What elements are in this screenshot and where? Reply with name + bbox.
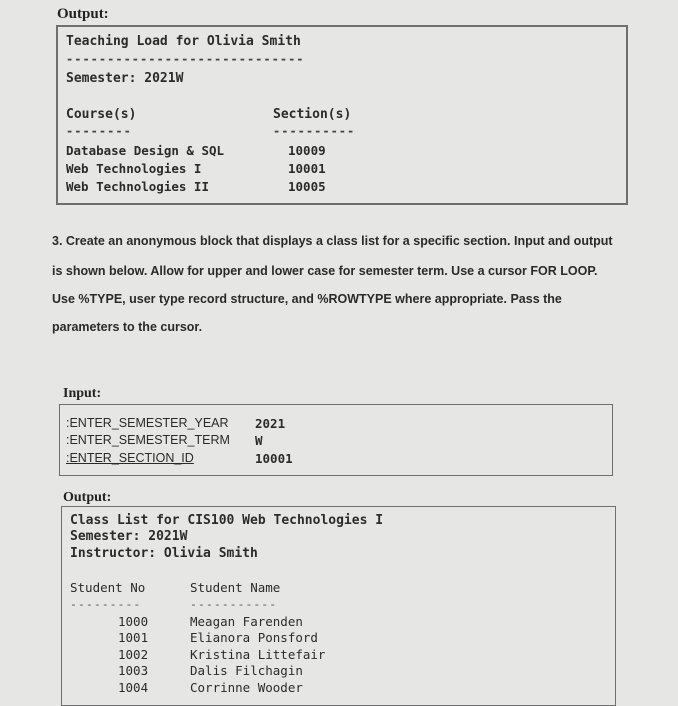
class-list-title: Class List for CIS100 Web Technologies I	[70, 513, 384, 528]
question-line-3: Use %TYPE, user type record structure, and %ROWTYPE where appropriate. Pass the	[52, 292, 562, 306]
output-label: Output:	[63, 490, 112, 505]
student-no: 1002	[118, 647, 149, 662]
section-id: 10005	[288, 179, 326, 194]
course-column-divider: --------	[66, 124, 132, 138]
question-line-2: is shown below. Allow for upper and lower case for semester term. Use a cursor FOR LOOP.	[52, 264, 598, 278]
param-value: 2021	[255, 416, 286, 431]
section-id: 10001	[288, 161, 326, 176]
teaching-load-title: Teaching Load for Olivia Smith	[66, 34, 301, 49]
student-name: Corrinne Wooder	[190, 680, 303, 695]
student-name: Dalis Filchagin	[190, 663, 303, 678]
course-column-header: Course(s)	[66, 107, 137, 122]
param-name: :ENTER_SEMESTER_TERM	[66, 433, 230, 447]
class-list-semester: Semester: 2021W	[70, 529, 188, 544]
student-name: Elianora Ponsford	[190, 630, 318, 645]
student-no-column-header: Student No	[70, 580, 146, 595]
student-name: Meagan Farenden	[190, 614, 303, 629]
section-id: 10009	[288, 143, 326, 158]
semester-text: Semester: 2021W	[66, 71, 184, 86]
section-column-header: Section(s)	[273, 107, 352, 122]
param-value: W	[255, 433, 263, 448]
param-name: :ENTER_SEMESTER_YEAR	[66, 416, 229, 430]
student-name: Kristina Littefair	[190, 647, 326, 662]
question-line-1: 3. Create an anonymous block that displays a class list for a specific section. Input and output	[52, 234, 613, 248]
student-name-column-divider: -----------	[190, 597, 278, 611]
class-list-instructor: Instructor: Olivia Smith	[70, 546, 258, 561]
student-no-column-divider: ---------	[70, 597, 142, 611]
course-name: Web Technologies II	[66, 179, 209, 194]
input-label: Input:	[63, 386, 102, 401]
param-name: :ENTER_SECTION_ID	[66, 451, 194, 465]
student-no: 1001	[118, 630, 149, 645]
output-label: Output:	[57, 6, 109, 22]
title-divider: -----------------------------	[66, 52, 305, 66]
student-no: 1003	[118, 663, 149, 678]
question-line-4: parameters to the cursor.	[52, 320, 203, 334]
student-no: 1004	[118, 680, 149, 695]
student-name-column-header: Student Name	[190, 580, 281, 595]
course-name: Database Design & SQL	[66, 143, 225, 158]
section-column-divider: ----------	[273, 124, 356, 138]
student-no: 1000	[118, 614, 149, 629]
param-value: 10001	[255, 451, 293, 466]
course-name: Web Technologies I	[66, 161, 202, 176]
